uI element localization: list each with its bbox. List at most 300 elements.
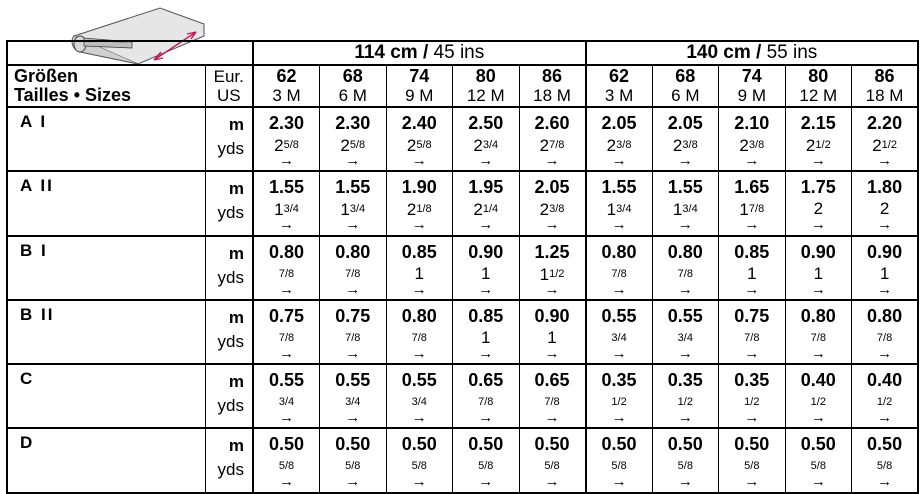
size-us: 12 M [466,86,505,105]
size-header-cell [253,65,320,107]
view-label: B II [7,300,205,364]
metric-value: 1.55 [335,177,371,198]
size-header-cell [852,65,919,107]
yards-fraction: 5/8 [478,460,494,473]
yardage-cell [453,364,520,428]
unit-imperial: yds [217,139,244,158]
yardage-cell [453,236,520,300]
yards-whole: 2 [539,200,550,220]
arrow-icon: → [744,216,760,234]
metric-value: 1.75 [800,177,836,198]
yards-fraction: 5/8 [876,460,893,473]
yards-fraction: 3/4 [677,331,693,344]
metric-value: 0.50 [800,434,836,455]
metric-value: 0.55 [667,305,703,326]
yardage-cell [253,300,320,364]
yardage-cell [519,236,586,300]
yards-fraction: 5/8 [416,139,432,151]
eur-label: Eur. [213,67,244,86]
arrow-icon: → [677,280,693,298]
metric-value: 0.35 [601,370,637,391]
metric-value: 0.90 [534,305,570,326]
arrow-icon: → [677,344,693,362]
unit-labels [205,236,253,300]
yardage-cell [719,364,786,428]
yardage-cell [785,236,852,300]
yardage-cell [719,300,786,364]
sizes-label [7,65,205,107]
yards-whole: 2 [406,136,417,155]
metric-value: 2.10 [734,113,770,133]
yards-fraction: 3/4 [482,139,499,151]
fabric-width-114-cm: 114 cm / [354,42,429,63]
yards-whole: 1 [739,200,749,220]
yardage-cell [652,364,719,428]
yards-whole: 2 [539,136,550,155]
yards-fraction: 7/8 [478,396,494,409]
arrow-icon: → [279,344,294,362]
yards-fraction: 5/8 [677,460,693,473]
yards-whole: 1 [606,200,617,220]
arrow-icon: → [411,152,427,169]
metric-value: 2.50 [468,113,504,133]
metric-value: 0.85 [401,241,437,262]
metric-value: 0.50 [601,434,637,455]
yards-fraction: 7/8 [278,267,295,280]
arrow-icon: → [544,280,560,298]
yardage-cell [386,107,453,171]
metric-value: 1.95 [468,177,504,198]
size-eur: 80 [808,66,829,86]
size-header-cell [320,65,387,107]
metric-value: 0.50 [734,434,770,455]
size-us: 6 M [671,86,700,105]
yards-fraction: 3/4 [682,203,698,216]
unit-imperial: yds [217,203,244,223]
yardage-cell [785,107,852,171]
arrow-icon: → [345,344,361,362]
size-header-cell [386,65,453,107]
size-header-cell [453,65,520,107]
unit-labels [205,107,253,171]
metric-value: 2.05 [601,113,637,133]
metric-value: 2.30 [268,113,305,133]
arrow-icon: → [279,473,294,491]
yards-fraction: 5/8 [744,460,760,473]
yards-fraction: 3/4 [616,203,632,216]
arrow-icon: → [544,409,560,427]
arrow-icon: → [345,216,361,234]
yards-fraction: 7/8 [345,331,361,344]
header-blank-cell [7,41,253,65]
metric-value: 0.90 [468,241,504,262]
size-header-cell [719,65,786,107]
metric-value: 1.65 [734,177,770,198]
yards-fraction: 1/2 [677,396,693,409]
yards-whole: 2 [872,136,882,155]
arrow-icon: → [411,473,427,491]
yards-fraction: 7/8 [411,331,427,344]
size-eur: 80 [475,66,496,86]
size-header-row [7,65,918,107]
yardage-cell [320,171,387,235]
yardage-cell [519,428,586,492]
metric-value: 0.50 [667,434,703,455]
arrow-icon: → [544,152,560,169]
size-us: 9 M [405,86,434,105]
size-us: 12 M [799,86,838,105]
yardage-cell [852,300,919,364]
metric-value: 2.05 [534,177,570,198]
yards-whole: 2 [805,136,816,155]
yardage-cell [852,364,919,428]
yards-whole: 1 [414,263,424,283]
yardage-cell [453,107,520,171]
yards-whole: 2 [672,136,683,155]
yards-fraction: 1/2 [810,396,826,409]
arrow-icon: → [345,152,361,169]
size-eur: 62 [276,66,297,86]
yardage-cell [719,428,786,492]
yards-fraction: 7/8 [611,267,627,280]
yards-fraction: 3/8 [748,139,765,151]
yards-fraction: 3/4 [349,203,366,216]
yardage-cell [453,428,520,492]
yards-whole: 1 [879,263,890,283]
yards-fraction: 5/8 [278,460,295,473]
arrow-icon: → [279,280,294,298]
view-label: A I [7,107,205,171]
metric-value: 0.80 [601,241,637,262]
size-header-cell [519,65,586,107]
yards-whole: 1 [340,200,350,220]
size-us: 6 M [338,86,367,105]
fabric-width-140 [586,41,919,65]
unit-labels [205,171,253,235]
metric-value: 2.60 [534,113,570,133]
yardage-cell [453,171,520,235]
size-eur: 68 [342,66,363,86]
yards-whole: 1 [813,263,824,283]
arrow-icon: → [810,152,826,169]
arrow-icon: → [611,473,627,491]
arrow-icon: → [478,409,494,427]
metric-value: 0.75 [734,305,770,326]
yards-fraction: 3/4 [283,203,299,216]
metric-value: 1.55 [601,177,637,198]
yards-fraction: 7/8 [345,267,361,280]
yards-whole: 2 [473,136,483,155]
size-header-cell [652,65,719,107]
arrow-icon: → [810,216,826,234]
unit-metric: m [228,179,244,199]
yards-fraction: 7/8 [278,331,295,344]
yards-whole: 2 [606,136,617,155]
arrow-icon: → [478,216,494,234]
yardage-cell [785,171,852,235]
arrow-icon: → [279,152,294,169]
yardage-cell [519,171,586,235]
metric-value: 0.55 [601,305,637,326]
yardage-cell [320,428,387,492]
unit-metric: m [228,372,244,392]
metric-value: 2.20 [867,113,903,133]
yardage-table [6,40,919,494]
yards-fraction: 5/8 [810,460,826,473]
yards-fraction: 1/2 [549,267,565,280]
yards-whole: 2 [473,200,483,220]
size-header-cell [785,65,852,107]
arrow-icon: → [345,280,361,298]
yardage-cell [519,107,586,171]
yardage-cell [852,107,919,171]
metric-value: 0.50 [401,434,437,455]
yardage-cell [320,107,387,171]
arrow-icon: → [611,216,627,234]
metric-value: 0.65 [534,370,570,391]
unit-imperial: yds [217,460,244,480]
arrow-icon: → [478,344,494,362]
yardage-cell [253,171,320,235]
arrow-icon: → [810,280,826,298]
arrow-icon: → [544,473,560,491]
yards-fraction: 3/8 [549,203,565,216]
arrow-icon: → [744,409,760,427]
yards-fraction: 3/4 [345,396,361,409]
view-row [7,107,918,171]
arrow-icon: → [744,473,760,491]
unit-metric: m [228,307,244,327]
arrow-icon: → [744,344,760,362]
yardage-cell [719,171,786,235]
yards-whole: 2 [340,136,350,155]
yards-fraction: 5/8 [544,460,560,473]
unit-labels [205,364,253,428]
metric-value: 0.40 [800,370,836,391]
size-eur: 74 [409,66,430,86]
arrow-icon: → [677,409,693,427]
size-us: 18 M [533,86,571,105]
yardage-cell [386,236,453,300]
metric-value: 0.80 [268,241,305,262]
yards-whole: 1 [481,263,491,283]
yards-whole: 1 [481,327,491,347]
yards-whole: 1 [547,327,557,347]
yards-fraction: 7/8 [744,331,760,344]
arrow-icon: → [810,409,826,427]
metric-value: 1.55 [667,177,703,198]
yards-fraction: 1/2 [611,396,627,409]
yardage-cell [652,428,719,492]
unit-imperial: yds [217,396,244,416]
yardage-cell [719,107,786,171]
yardage-table-body [7,41,918,493]
yards-fraction: 7/8 [810,331,826,344]
yards-fraction: 1/8 [416,203,432,216]
metric-value: 0.40 [867,370,903,391]
yards-whole: 1 [539,264,550,284]
yardage-cell [852,171,919,235]
yards-fraction: 5/8 [411,460,427,473]
yards-whole: 1 [274,200,284,220]
yards-fraction: 3/4 [611,331,627,344]
metric-value: 0.50 [534,434,570,455]
metric-value: 0.50 [468,434,504,455]
yards-fraction: 7/8 [549,139,565,151]
fabric-width-140-cm: 140 cm / [686,42,762,63]
yards-whole: 1 [672,200,683,220]
yards-fraction: 3/8 [616,139,632,151]
arrow-icon: → [411,344,427,362]
size-header-cell [586,65,653,107]
metric-value: 0.50 [268,434,305,455]
yardage-cell [453,300,520,364]
yards-fraction: 7/8 [748,203,765,216]
arrow-icon: → [279,216,294,234]
view-row [7,300,918,364]
arrow-icon: → [279,409,294,427]
yards-fraction: 1/2 [876,396,893,409]
yardage-cell [386,171,453,235]
metric-value: 0.90 [800,241,836,262]
yardage-cell [586,364,653,428]
yards-fraction: 1/4 [482,203,499,216]
arrow-icon: → [744,280,760,298]
arrow-icon: → [411,409,427,427]
metric-value: 2.30 [335,113,371,133]
us-label: US [216,86,241,105]
size-eur: 62 [609,66,630,86]
unit-imperial: yds [217,267,244,287]
arrow-icon: → [345,409,361,427]
size-us: 18 M [865,86,904,105]
arrow-icon: → [611,280,627,298]
yardage-cell [320,236,387,300]
metric-value: 2.40 [401,113,437,133]
arrow-icon: → [877,216,893,234]
yards-fraction: 5/8 [611,460,627,473]
size-eur: 86 [542,66,563,86]
size-us: 9 M [737,86,766,105]
yards-fraction: 3/4 [278,396,295,409]
arrow-icon: → [345,473,361,491]
yards-whole: 2 [274,136,284,155]
yards-fraction: 7/8 [876,331,893,344]
view-row [7,236,918,300]
yards-whole: 1 [747,263,757,283]
yardage-cell [386,364,453,428]
yards-fraction: 1/2 [815,139,831,151]
eur-us-label [205,65,253,107]
metric-value: 0.65 [468,370,504,391]
metric-value: 1.80 [867,177,903,198]
yards-fraction: 3/4 [411,396,427,409]
yards-fraction: 7/8 [677,267,693,280]
arrow-icon: → [544,216,560,234]
metric-value: 0.50 [867,434,903,455]
metric-value: 0.55 [335,370,371,391]
unit-labels [205,300,253,364]
yards-fraction: 3/8 [682,139,698,151]
unit-metric: m [228,436,244,456]
fabric-width-140-in: 55 ins [766,42,818,63]
yardage-cell [652,236,719,300]
yardage-cell [253,364,320,428]
arrow-icon: → [810,473,826,491]
view-row [7,171,918,235]
yardage-cell [586,300,653,364]
yardage-cell [785,428,852,492]
yardage-cell [586,107,653,171]
arrow-icon: → [544,344,560,362]
yardage-cell [253,428,320,492]
arrow-icon: → [810,344,826,362]
view-row [7,428,918,492]
size-us: 3 M [272,86,301,105]
unit-labels [205,428,253,492]
yards-whole: 2 [739,136,749,155]
metric-value: 0.50 [335,434,371,455]
yardage-cell [852,428,919,492]
yards-fraction: 5/8 [345,460,361,473]
metric-value: 1.25 [534,241,570,262]
sizes-label-line2: Tailles • Sizes [14,85,132,105]
view-label: A II [7,171,205,235]
yardage-cell [320,300,387,364]
metric-value: 0.35 [734,370,770,391]
yards-fraction: 5/8 [283,139,299,151]
arrow-icon: → [744,152,760,169]
metric-value: 0.85 [734,241,770,262]
yardage-cell [253,107,320,171]
yardage-cell [852,236,919,300]
yardage-cell [253,236,320,300]
yards-whole: 2 [406,200,417,220]
arrow-icon: → [611,344,627,362]
metric-value: 0.85 [468,305,504,326]
yardage-cell [652,107,719,171]
yards-whole: 2 [813,199,824,219]
yardage-cell [519,300,586,364]
unit-imperial: yds [217,331,244,351]
yardage-cell [652,300,719,364]
metric-value: 0.80 [667,241,703,262]
arrow-icon: → [677,152,693,169]
metric-value: 0.80 [800,305,836,326]
arrow-icon: → [611,409,627,427]
arrow-icon: → [478,473,494,491]
arrow-icon: → [611,152,627,169]
view-label: B I [7,236,205,300]
arrow-icon: → [877,152,893,169]
yardage-cell [719,236,786,300]
size-eur: 68 [675,66,696,86]
yardage-cell [519,364,586,428]
metric-value: 1.55 [268,177,305,198]
size-eur: 74 [741,66,762,86]
unit-metric: m [228,115,244,134]
metric-value: 1.90 [401,177,437,198]
fabric-width-114-in: 45 ins [433,42,485,63]
unit-metric: m [228,243,244,263]
arrow-icon: → [877,409,893,427]
metric-value: 2.05 [667,113,703,133]
metric-value: 0.80 [401,305,437,326]
size-us: 3 M [604,86,634,105]
view-label: C [7,364,205,428]
metric-value: 0.80 [867,305,903,326]
metric-value: 0.55 [401,370,437,391]
